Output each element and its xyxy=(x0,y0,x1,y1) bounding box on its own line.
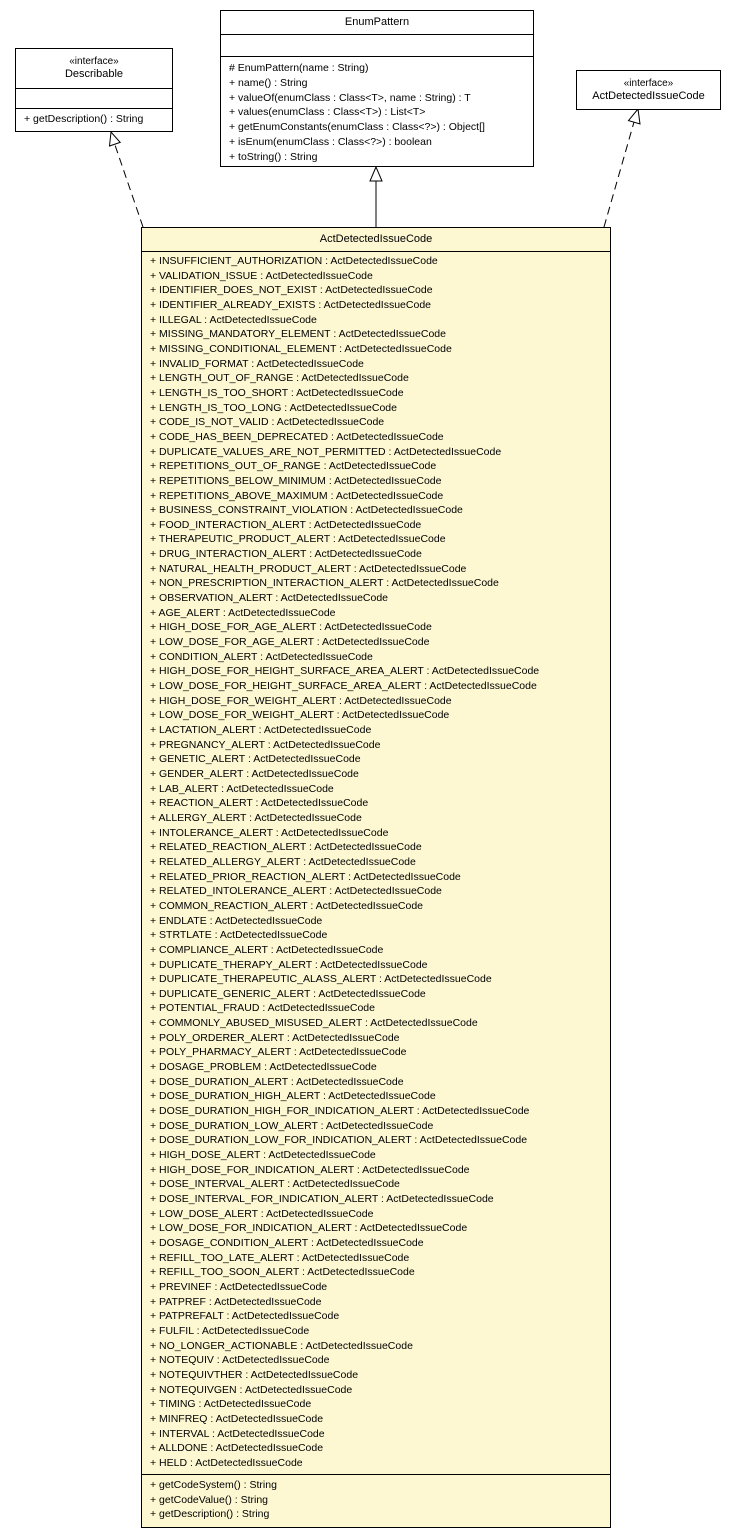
enum-constant: + NOTEQUIV : ActDetectedIssueCode xyxy=(150,1354,330,1367)
enum-constant: + PREGNANCY_ALERT : ActDetectedIssueCode xyxy=(150,738,381,751)
enum-constant: + PATPREF : ActDetectedIssueCode xyxy=(150,1295,322,1308)
enum-constant: + DOSAGE_CONDITION_ALERT : ActDetectedIssueCode xyxy=(150,1236,424,1249)
enum-constant: + COMPLIANCE_ALERT : ActDetectedIssueCode xyxy=(150,943,384,956)
main-class-operation: + getCodeValue() : String xyxy=(150,1493,268,1506)
enum-constant: + HIGH_DOSE_FOR_INDICATION_ALERT : ActDetectedIssueCode xyxy=(150,1163,470,1176)
enum-pattern-generalization-arrowhead xyxy=(370,167,382,181)
enum-constant: + HIGH_DOSE_FOR_WEIGHT_ALERT : ActDetectedIssueCode xyxy=(150,694,452,707)
enum-constant: + DUPLICATE_GENERIC_ALERT : ActDetectedIssueCode xyxy=(150,987,426,1000)
enum-constant: + FULFIL : ActDetectedIssueCode xyxy=(150,1324,310,1337)
enum-constant: + LOW_DOSE_ALERT : ActDetectedIssueCode xyxy=(150,1207,374,1220)
enum-constant: + REFILL_TOO_LATE_ALERT : ActDetectedIssueCode xyxy=(150,1251,410,1264)
enum-constant: + LOW_DOSE_FOR_INDICATION_ALERT : ActDetectedIssueCode xyxy=(150,1222,468,1235)
enum-constant: + MINFREQ : ActDetectedIssueCode xyxy=(150,1412,324,1425)
enum-constant: + LOW_DOSE_FOR_HEIGHT_SURFACE_AREA_ALERT : ActDetectedIssueCode xyxy=(150,680,537,693)
enum-constant: + IDENTIFIER_ALREADY_EXISTS : ActDetectedIssueCode xyxy=(150,298,431,311)
enum-constant: + DOSE_DURATION_LOW_ALERT : ActDetectedIssueCode xyxy=(150,1119,434,1132)
enum-constant: + DOSE_DURATION_LOW_FOR_INDICATION_ALERT : ActDetectedIssueCode xyxy=(150,1134,528,1147)
enum-constant: + LAB_ALERT : ActDetectedIssueCode xyxy=(150,782,334,795)
act-detected-issue-code-class[interactable] xyxy=(141,227,611,1528)
enum-constant: + ENDLATE : ActDetectedIssueCode xyxy=(150,914,323,927)
interface-stereotype: «interface» xyxy=(623,77,674,89)
enum-constant: + STRTLATE : ActDetectedIssueCode xyxy=(150,929,328,942)
describable-stereotype: «interface» xyxy=(69,56,119,67)
enum-constant: + AGE_ALERT : ActDetectedIssueCode xyxy=(150,606,336,619)
main-class-header xyxy=(142,228,610,251)
enum-constant: + LACTATION_ALERT : ActDetectedIssueCode xyxy=(150,724,372,736)
enum-constant: + NO_LONGER_ACTIONABLE : ActDetectedIssueCode xyxy=(150,1339,413,1352)
enum-constant: + MISSING_MANDATORY_ELEMENT : ActDetectedIssueCode xyxy=(150,328,446,341)
main-class-operations xyxy=(142,1474,610,1522)
enum-pattern-operation: + isEnum(enumClass : Class<?>) : boolean xyxy=(229,135,432,148)
enum-constant: + BUSINESS_CONSTRAINT_VIOLATION : ActDetectedIssueCode xyxy=(150,504,463,517)
interface-realization-arrowhead xyxy=(629,109,641,124)
enum-constant: + PREVINEF : ActDetectedIssueCode xyxy=(150,1280,328,1293)
enum-pattern-operation: + getEnumConstants(enumClass : Class<?>) : Object[] xyxy=(229,121,485,134)
describable-operation: + getDescription() : String xyxy=(24,113,144,125)
enum-constant: + RELATED_INTOLERANCE_ALERT : ActDetectedIssueCode xyxy=(150,885,442,898)
enum-constant: + POLY_PHARMACY_ALERT : ActDetectedIssueCode xyxy=(150,1046,407,1059)
enum-constant: + REPETITIONS_BELOW_MINIMUM : ActDetectedIssueCode xyxy=(150,474,442,487)
enum-constant: + LENGTH_OUT_OF_RANGE : ActDetectedIssueCode xyxy=(150,372,409,385)
enum-constant: + DUPLICATE_THERAPEUTIC_ALASS_ALERT : ActDetectedIssueCode xyxy=(150,973,492,986)
describable-header xyxy=(16,49,172,88)
enum-constant: + ILLEGAL : ActDetectedIssueCode xyxy=(150,313,317,326)
enum-constant: + REPETITIONS_ABOVE_MAXIMUM : ActDetectedIssueCode xyxy=(150,489,444,502)
describable-class[interactable] xyxy=(15,48,173,132)
enum-constant: + HIGH_DOSE_FOR_HEIGHT_SURFACE_AREA_ALERT : ActDetectedIssueCode xyxy=(150,665,540,678)
main-class-operation: + getDescription() : String xyxy=(150,1508,270,1521)
enum-constant: + RELATED_PRIOR_REACTION_ALERT : ActDetectedIssueCode xyxy=(150,870,461,883)
interface-header xyxy=(577,71,720,109)
enum-constant: + DUPLICATE_VALUES_ARE_NOT_PERMITTED : ActDetectedIssueCode xyxy=(150,445,502,458)
enum-constant: + RELATED_ALLERGY_ALERT : ActDetectedIssueCode xyxy=(150,855,416,868)
enum-constant: + DOSE_DURATION_ALERT : ActDetectedIssueCode xyxy=(150,1075,404,1088)
enum-pattern-class[interactable] xyxy=(220,10,534,167)
enum-constant: + LENGTH_IS_TOO_SHORT : ActDetectedIssueCode xyxy=(150,386,404,399)
enum-constant: + VALIDATION_ISSUE : ActDetectedIssueCode xyxy=(150,269,373,282)
enum-constant: + NOTEQUIVTHER : ActDetectedIssueCode xyxy=(150,1368,359,1381)
interface-realization-line xyxy=(604,122,634,227)
enum-pattern-operation: + name() : String xyxy=(229,76,308,89)
enum-constant: + REPETITIONS_OUT_OF_RANGE : ActDetectedIssueCode xyxy=(150,460,437,473)
enum-constant: + DRUG_INTERACTION_ALERT : ActDetectedIssueCode xyxy=(150,548,422,561)
enum-constant: + HELD : ActDetectedIssueCode xyxy=(150,1456,303,1469)
enum-constant: + POTENTIAL_FRAUD : ActDetectedIssueCode xyxy=(150,1002,375,1015)
enum-constant: + ALLERGY_ALERT : ActDetectedIssueCode xyxy=(150,811,362,824)
enum-constant: + CODE_IS_NOT_VALID : ActDetectedIssueCode xyxy=(150,416,385,429)
enum-constant: + INTOLERANCE_ALERT : ActDetectedIssueCode xyxy=(150,826,389,839)
enum-constant: + MISSING_CONDITIONAL_ELEMENT : ActDetectedIssueCode xyxy=(150,342,452,355)
enum-constant: + INTERVAL : ActDetectedIssueCode xyxy=(150,1427,325,1440)
describable-operations xyxy=(16,108,172,127)
enum-constant: + LOW_DOSE_FOR_AGE_ALERT : ActDetectedIssueCode xyxy=(150,636,430,649)
enum-constant: + DUPLICATE_THERAPY_ALERT : ActDetectedIssueCode xyxy=(150,958,428,971)
enum-constant: + GENDER_ALERT : ActDetectedIssueCode xyxy=(150,767,359,780)
enum-pattern-operation: + values(enumClass : Class<T>) : List<T> xyxy=(229,106,426,119)
describable-realization-line xyxy=(115,145,143,227)
enum-pattern-operation: + toString() : String xyxy=(229,150,318,163)
enum-constant: + CODE_HAS_BEEN_DEPRECATED : ActDetectedIssueCode xyxy=(150,430,444,443)
main-class-attributes xyxy=(142,251,610,1474)
enum-constant: + LOW_DOSE_FOR_WEIGHT_ALERT : ActDetectedIssueCode xyxy=(150,709,450,722)
describable-attributes xyxy=(16,88,172,108)
describable-name: Describable xyxy=(64,68,124,80)
enum-constant: + OBSERVATION_ALERT : ActDetectedIssueCode xyxy=(150,592,389,605)
enum-constant: + THERAPEUTIC_PRODUCT_ALERT : ActDetectedIssueCode xyxy=(150,533,446,546)
enum-constant: + COMMONLY_ABUSED_MISUSED_ALERT : ActDetectedIssueCode xyxy=(150,1017,478,1030)
enum-constant: + IDENTIFIER_DOES_NOT_EXIST : ActDetectedIssueCode xyxy=(150,284,433,297)
enum-constant: + GENETIC_ALERT : ActDetectedIssueCode xyxy=(150,753,361,766)
enum-constant: + POLY_ORDERER_ALERT : ActDetectedIssueCode xyxy=(150,1031,400,1044)
enum-constant: + DOSE_INTERVAL_FOR_INDICATION_ALERT : ActDetectedIssueCode xyxy=(150,1193,494,1205)
enum-constant: + DOSAGE_PROBLEM : ActDetectedIssueCode xyxy=(150,1061,377,1074)
enum-pattern-attributes xyxy=(221,34,533,56)
main-class-name: ActDetectedIssueCode xyxy=(319,233,433,245)
enum-constant: + DOSE_DURATION_HIGH_ALERT : ActDetectedIssueCode xyxy=(150,1090,436,1103)
enum-constant: + REFILL_TOO_SOON_ALERT : ActDetectedIssueCode xyxy=(150,1266,415,1279)
enum-constant: + INVALID_FORMAT : ActDetectedIssueCode xyxy=(150,357,364,370)
enum-pattern-operation: + valueOf(enumClass : Class<T>, name : String) : T xyxy=(229,91,471,104)
enum-constant: + DOSE_INTERVAL_ALERT : ActDetectedIssueCode xyxy=(150,1178,400,1191)
enum-constant: + DOSE_DURATION_HIGH_FOR_INDICATION_ALERT : ActDetectedIssueCode xyxy=(150,1105,530,1118)
enum-constant: + CONDITION_ALERT : ActDetectedIssueCode xyxy=(150,650,373,663)
enum-constant: + NOTEQUIVGEN : ActDetectedIssueCode xyxy=(150,1383,353,1396)
enum-pattern-header xyxy=(221,11,533,34)
enum-pattern-name: EnumPattern xyxy=(344,16,410,28)
enum-constant: + PATPREFALT : ActDetectedIssueCode xyxy=(150,1310,340,1323)
enum-constant: + RELATED_REACTION_ALERT : ActDetectedIssueCode xyxy=(150,841,422,854)
enum-constant: + HIGH_DOSE_FOR_AGE_ALERT : ActDetectedIssueCode xyxy=(150,621,432,634)
main-class-operation: + getCodeSystem() : String xyxy=(150,1479,277,1491)
enum-constant: + FOOD_INTERACTION_ALERT : ActDetectedIssueCode xyxy=(150,518,422,531)
enum-constant: + NON_PRESCRIPTION_INTERACTION_ALERT : ActDetectedIssueCode xyxy=(150,577,499,590)
describable-realization-arrowhead xyxy=(110,132,121,146)
act-detected-issue-code-interface[interactable] xyxy=(576,70,721,110)
enum-constant: + COMMON_REACTION_ALERT : ActDetectedIssueCode xyxy=(150,899,424,912)
enum-constant: + INSUFFICIENT_AUTHORIZATION : ActDetectedIssueCode xyxy=(150,255,438,267)
enum-constant: + NATURAL_HEALTH_PRODUCT_ALERT : ActDetectedIssueCode xyxy=(150,562,467,575)
interface-name: ActDetectedIssueCode xyxy=(592,89,705,102)
enum-constant: + ALLDONE : ActDetectedIssueCode xyxy=(150,1442,324,1455)
enum-constant: + TIMING : ActDetectedIssueCode xyxy=(150,1398,312,1411)
enum-constant: + REACTION_ALERT : ActDetectedIssueCode xyxy=(150,797,369,810)
enum-pattern-operations xyxy=(221,56,533,165)
enum-constant: + LENGTH_IS_TOO_LONG : ActDetectedIssueCode xyxy=(150,401,397,414)
enum-constant: + HIGH_DOSE_ALERT : ActDetectedIssueCode xyxy=(150,1149,376,1162)
enum-pattern-operation: # EnumPattern(name : String) xyxy=(229,62,369,74)
